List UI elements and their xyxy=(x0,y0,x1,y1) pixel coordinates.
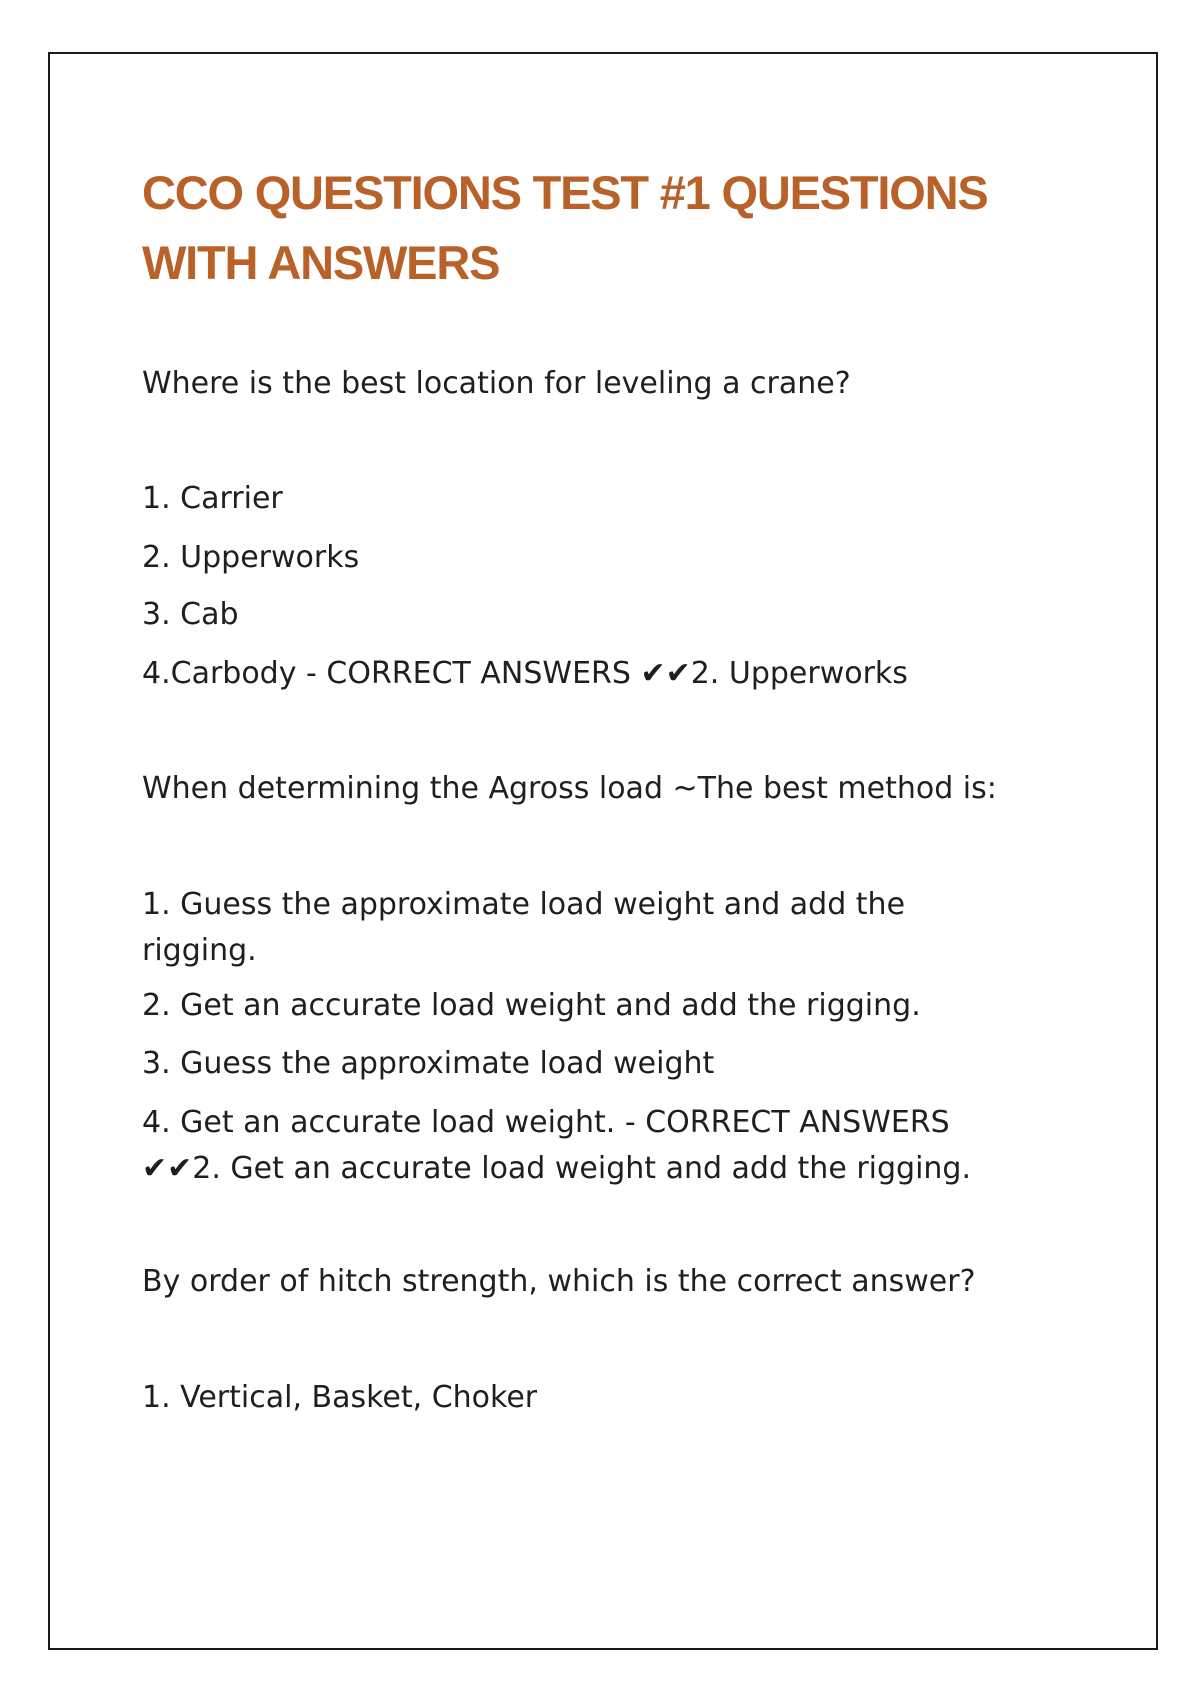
question-1-option-1: 1. Carrier xyxy=(142,481,283,516)
option-line: rigging. xyxy=(142,933,257,968)
question-3-option-1: 1. Vertical, Basket, Choker xyxy=(142,1380,538,1415)
document-page xyxy=(48,52,1158,1650)
option-line: 1. Guess the approximate load weight and add the xyxy=(142,887,906,922)
question-1-prompt: Where is the best location for leveling a crane? xyxy=(142,366,851,401)
option-line: ✔✔2. Get an accurate load weight and add the rigging. xyxy=(142,1151,971,1186)
question-2-option-4 xyxy=(142,1100,1102,1192)
option-line: 4. Get an accurate load weight. - CORRECT ANSWERS xyxy=(142,1105,950,1140)
question-1-option-3: 3. Cab xyxy=(142,597,239,632)
question-2-option-1 xyxy=(142,882,1102,974)
question-2-option-3: 3. Guess the approximate load weight xyxy=(142,1046,715,1081)
question-1-option-2: 2. Upperworks xyxy=(142,540,360,575)
title-line: CCO QUESTIONS TEST #1 QUESTIONS xyxy=(142,166,988,219)
title-line: WITH ANSWERS xyxy=(142,236,500,289)
question-2-prompt: When determining the Agross load ~The best method is: xyxy=(142,771,997,806)
question-3-prompt: By order of hitch strength, which is the correct answer? xyxy=(142,1264,976,1299)
document-title xyxy=(142,158,1082,298)
question-2-option-2: 2. Get an accurate load weight and add the rigging. xyxy=(142,988,921,1023)
question-1-option-4: 4.Carbody - CORRECT ANSWERS ✔✔2. Upperworks xyxy=(142,656,908,691)
